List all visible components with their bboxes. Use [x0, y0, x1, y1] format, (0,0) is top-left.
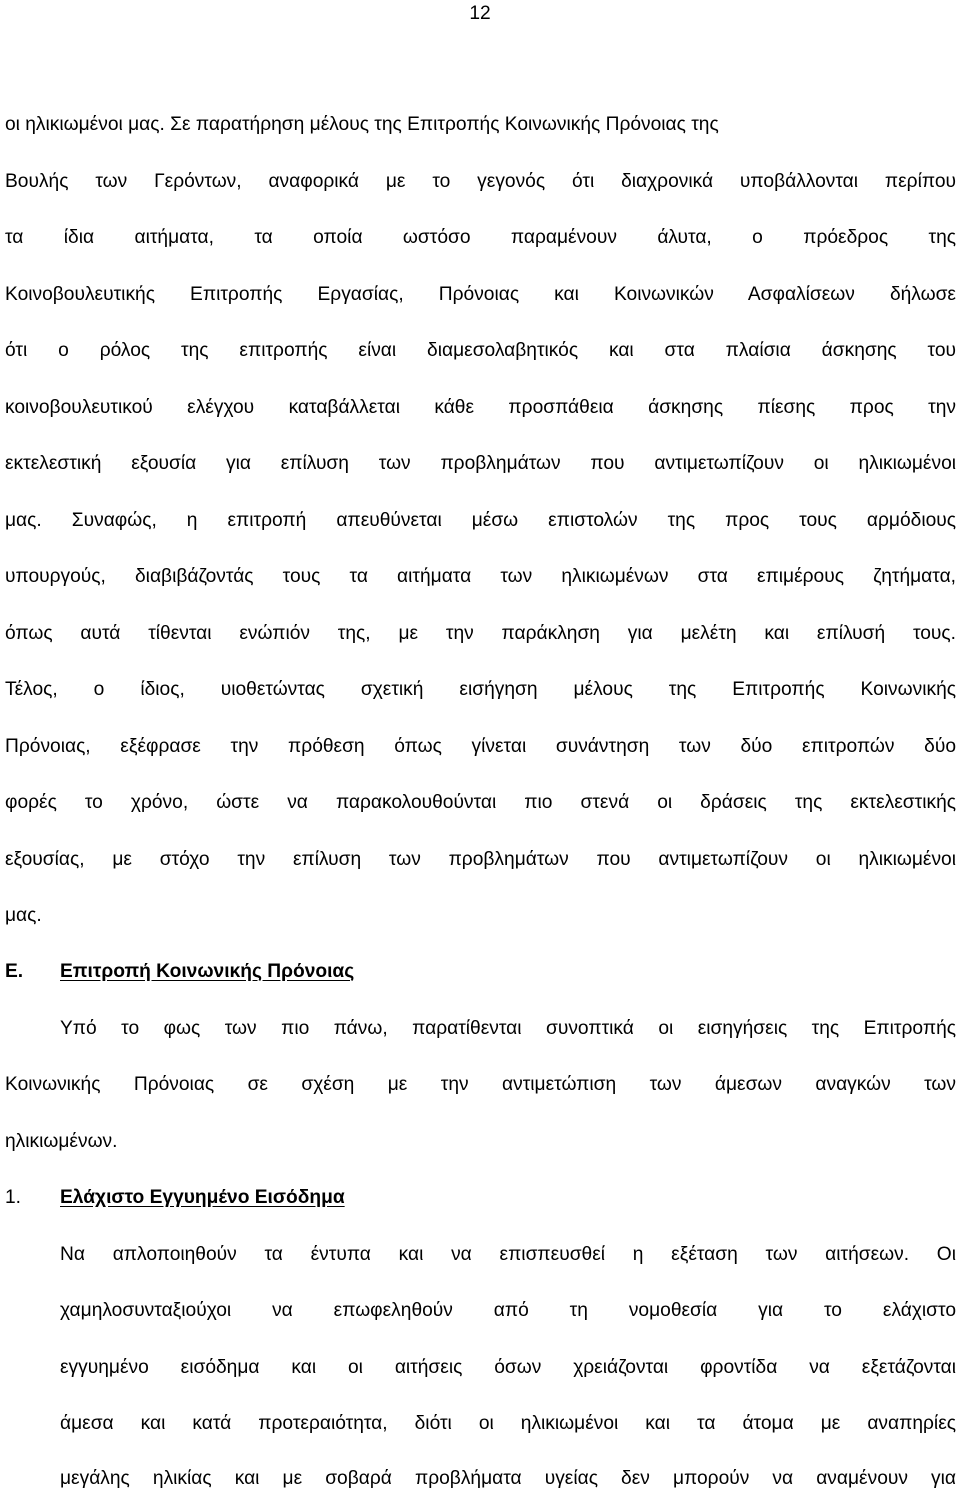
paragraph1-line-13: φορές το χρόνο, ώστε να παρακολουθούνται πιο στενά οι δράσεις της εκτελεστικής	[5, 792, 956, 813]
paragraph1-line-7: εκτελεστική εξουσία για επίλυση των προβλημάτων που αντιμετωπίζουν οι ηλικιωμένοι	[5, 453, 956, 474]
paragraph1-line-4: Κοινοβουλευτικής Επιτροπής Εργασίας, Πρόνοιας και Κοινωνικών Ασφαλίσεων δήλωσε	[5, 284, 956, 305]
section-e-title: Επιτροπή Κοινωνικής Πρόνοιας	[60, 961, 355, 982]
paragraph1-line-10: όπως αυτά τίθενται ενώπιόν της, με την παράκληση για μελέτη και επίλυσή τους.	[5, 623, 956, 644]
paragraph3-line-1: Να απλοποιηθούν τα έντυπα και να επισπευσθεί η εξέταση των αιτήσεων. Οι	[60, 1244, 956, 1265]
item1-title: Ελάχιστο Εγγυημένο Εισόδημα	[60, 1187, 345, 1208]
section-e-marker: Ε.	[5, 961, 24, 982]
item1-heading	[5, 1186, 956, 1210]
paragraph1-line-2: Βουλής των Γερόντων, αναφορικά με το γεγονός ότι διαχρονικά υποβάλλονται περίπου	[5, 171, 956, 192]
paragraph1-line-6: κοινοβουλευτικού ελέγχου καταβάλλεται κάθε προσπάθεια άσκησης πίεσης προς την	[5, 397, 956, 418]
paragraph1-line-9: υπουργούς, διαβιβάζοντάς τους τα αιτήματα των ηλικιωμένων στα επιμέρους ζητήματα,	[5, 566, 956, 587]
paragraph2-line-2: Κοινωνικής Πρόνοιας σε σχέση με την αντιμετώπιση των άμεσων αναγκών των	[5, 1074, 956, 1095]
paragraph1-line-8: μας. Συναφώς, η επιτροπή απευθύνεται μέσω επιστολών της προς τους αρμόδιους	[5, 510, 956, 531]
paragraph1-line-3: τα ίδια αιτήματα, τα οποία ωστόσο παραμένουν άλυτα, ο πρόεδρος της	[5, 227, 956, 248]
paragraph2-line-1: Υπό το φως των πιο πάνω, παρατίθενται συνοπτικά οι εισηγήσεις της Επιτροπής	[60, 1018, 956, 1039]
paragraph3-line-4: άμεσα και κατά προτεραιότητα, διότι οι ηλικιωμένοι και τα άτομα με αναπηρίες	[60, 1413, 956, 1434]
paragraph1-line-14: εξουσίας, με στόχο την επίλυση των προβλημάτων που αντιμετωπίζουν οι ηλικιωμένοι	[5, 849, 956, 870]
paragraph3-line-3: εγγυημένο εισόδημα και οι αιτήσεις όσων χρειάζονται φροντίδα να εξετάζονται	[60, 1357, 956, 1378]
paragraph2-line-3: ηλικιωμένων.	[5, 1131, 118, 1152]
paragraph1-line-5: ότι ο ρόλος της επιτροπής είναι διαμεσολαβητικός και στα πλαίσια άσκησης του	[5, 340, 956, 361]
section-e-heading	[5, 960, 956, 984]
paragraph1-line-12: Πρόνοιας, εξέφρασε την πρόθεση όπως γίνεται συνάντηση των δύο επιτροπών δύο	[5, 736, 956, 757]
page-number: 12	[469, 3, 491, 24]
item1-marker: 1.	[5, 1187, 22, 1208]
paragraph1-line-1: οι ηλικιωμένοι μας. Σε παρατήρηση μέλους της Επιτροπής Κοινωνικής Πρόνοιας της	[5, 114, 719, 135]
paragraph1-line-15: μας.	[5, 905, 42, 926]
paragraph3-line-2: χαμηλοσυνταξιούχοι να επωφεληθούν από τη νομοθεσία για το ελάχιστο	[60, 1300, 956, 1321]
paragraph1-line-11: Τέλος, ο ίδιος, υιοθετώντας σχετική εισήγηση μέλους της Επιτροπής Κοινωνικής	[5, 679, 956, 700]
paragraph3-line-5: μεγάλης ηλικίας και με σοβαρά προβλήματα υγείας δεν μπορούν να αναμένουν για	[60, 1468, 956, 1489]
